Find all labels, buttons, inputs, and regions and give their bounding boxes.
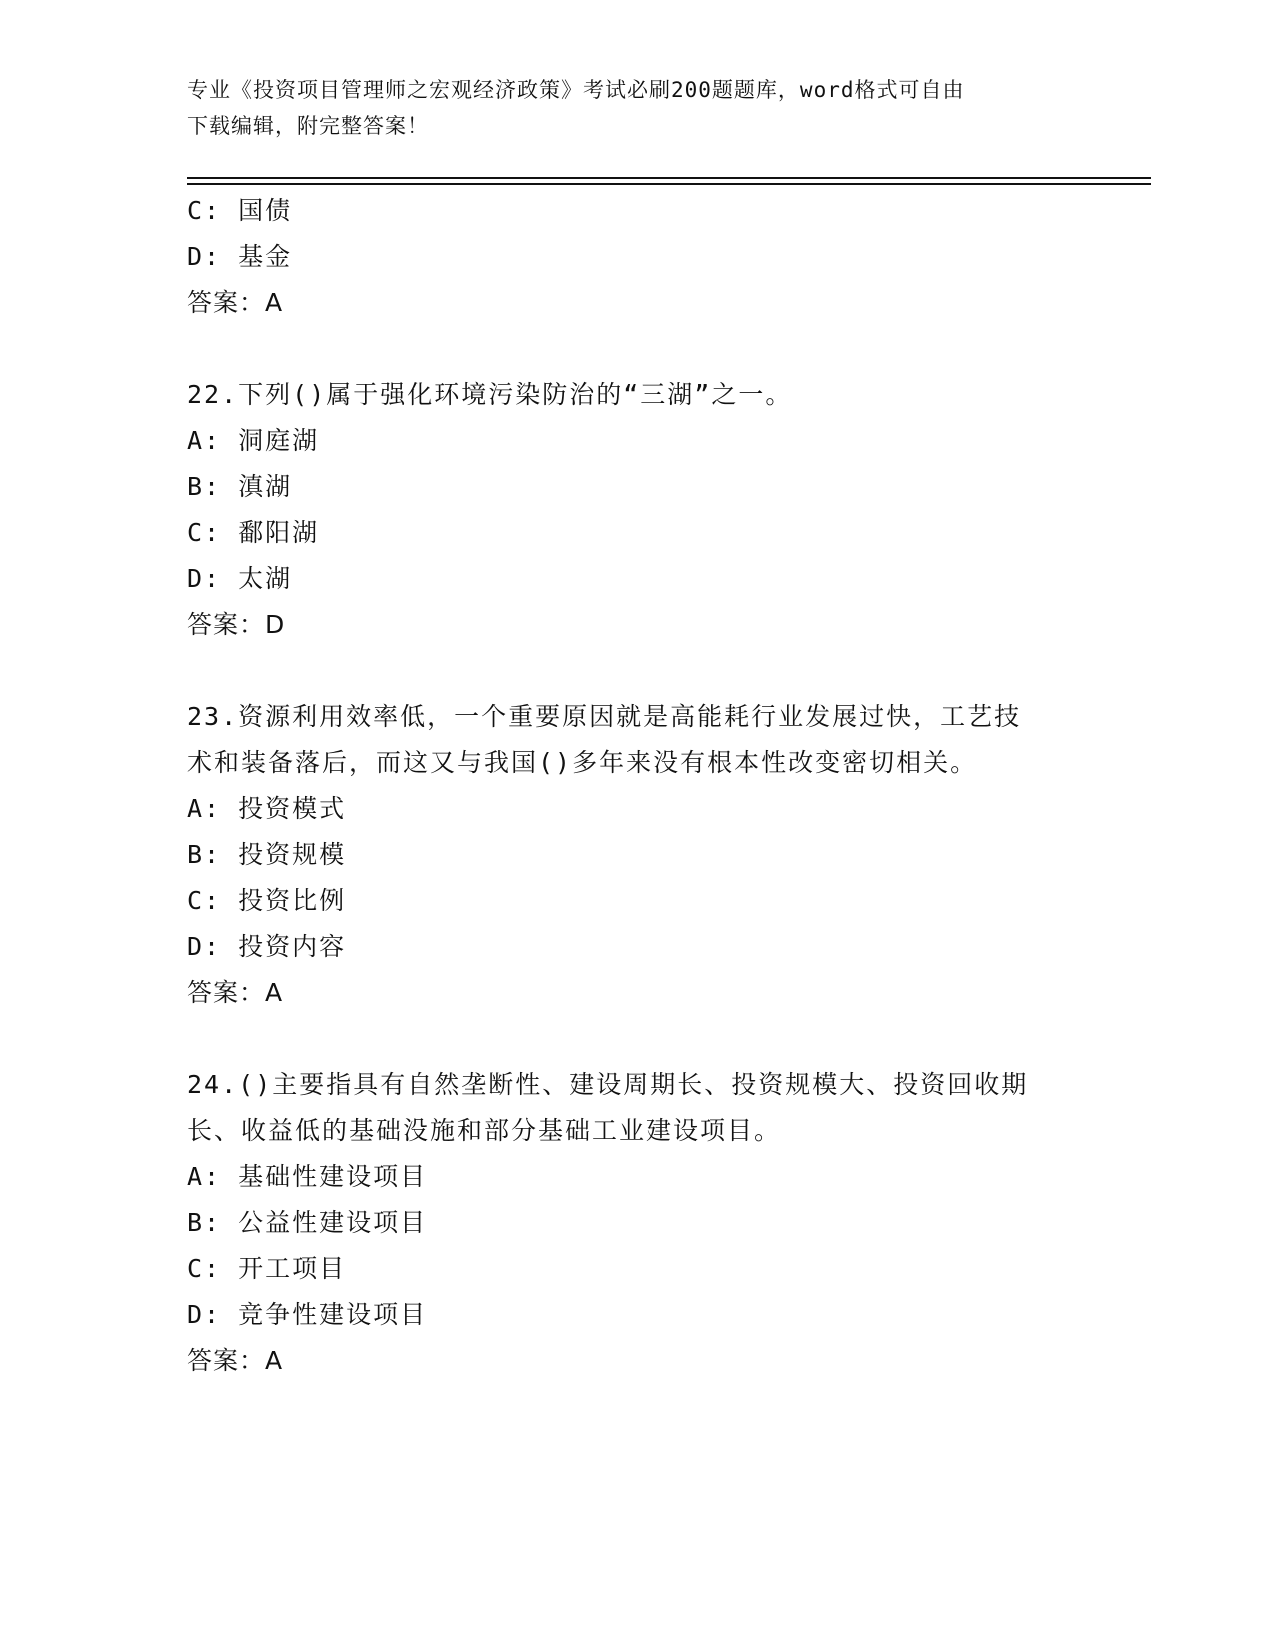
- option-b: B: 投资规模: [187, 840, 347, 869]
- spacer: [187, 1016, 1087, 1062]
- option-b: B: 公益性建设项目: [187, 1208, 428, 1237]
- spacer: [187, 326, 1087, 372]
- spacer: [187, 648, 1087, 694]
- question-stem-line-2: 术和装备落后，而这又与我国()多年来没有根本性改变密切相关。: [187, 748, 978, 777]
- header-divider-top: [187, 177, 1151, 179]
- question-stem-line-1: 23.资源利用效率低，一个重要原因就是高能耗行业发展过快，工艺技: [187, 702, 1022, 731]
- question-stem: 22.下列()属于强化环境污染防治的“三湖”之一。: [187, 380, 793, 409]
- question-list: [187, 188, 1087, 1384]
- option-c: C: 投资比例: [187, 886, 347, 915]
- answer-line: 答案：A: [187, 288, 284, 317]
- option-a: A: 投资模式: [187, 794, 347, 823]
- question-23: [187, 694, 1087, 1016]
- answer-line: 答案：A: [187, 978, 284, 1007]
- option-c: C: 开工项目: [187, 1254, 347, 1283]
- option-c: C: 国债: [187, 196, 293, 225]
- header-line-1: 专业《投资项目管理师之宏观经济政策》考试必刷200题题库，word格式可自由: [187, 78, 965, 102]
- option-c: C: 鄱阳湖: [187, 518, 320, 547]
- answer-line: 答案：A: [187, 1346, 284, 1375]
- question-24: [187, 1062, 1087, 1384]
- option-a: A: 基础性建设项目: [187, 1162, 428, 1191]
- question-stem-line-2: 长、收益低的基础没施和部分基础工业建设项目。: [187, 1116, 782, 1145]
- header-line-2: 下载编辑，附完整答案！: [187, 114, 429, 138]
- option-d: D: 太湖: [187, 564, 293, 593]
- answer-line: 答案：D: [187, 610, 286, 639]
- option-b: B: 滇湖: [187, 472, 293, 501]
- question-21-tail: [187, 188, 1087, 326]
- document-header: [187, 72, 1067, 144]
- option-d: D: 竞争性建设项目: [187, 1300, 428, 1329]
- option-d: D: 基金: [187, 242, 293, 271]
- option-d: D: 投资内容: [187, 932, 347, 961]
- question-22: [187, 372, 1087, 648]
- header-divider-bottom: [187, 183, 1151, 185]
- option-a: A: 洞庭湖: [187, 426, 320, 455]
- question-stem-line-1: 24.()主要指具有自然垄断性、建设周期长、投资规模大、投资回收期: [187, 1070, 1029, 1099]
